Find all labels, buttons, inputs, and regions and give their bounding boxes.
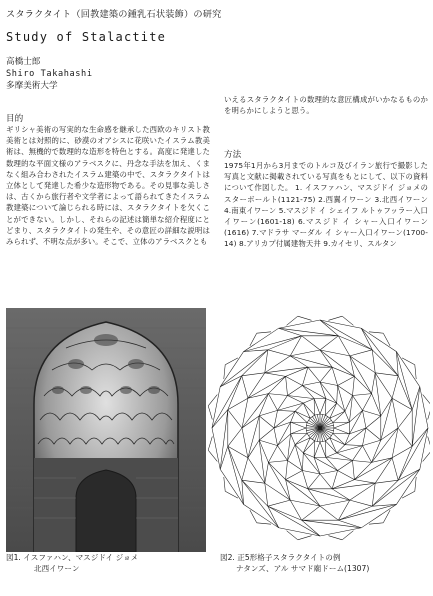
figure-2-stalactite-pattern bbox=[200, 306, 430, 550]
purpose-continuation: いえるスタラクタイトの数理的な意匠構成がいかなるものかを明らかにしようと思う。 bbox=[224, 95, 428, 116]
figure-2-caption-line-1: 図2. 正5形格子スタラクタイトの例 bbox=[220, 553, 341, 562]
figure-2-caption-line-2: ナタンズ、アル サマド廟ドーム(1307) bbox=[236, 564, 370, 574]
right-column bbox=[224, 148, 428, 250]
paper-title-japanese: スタラクタイト（回教建築の鍾乳石状装飾）の研究 bbox=[6, 9, 222, 20]
figure-1-caption bbox=[6, 552, 138, 574]
figure-1-caption-line-1: 図1. イスファハン、マスジドイ ジョメ bbox=[6, 553, 139, 562]
paper-title-english: Study of Stalactite bbox=[6, 30, 167, 44]
author-affiliation: 多摩美術大学 bbox=[6, 81, 58, 91]
figure-1-caption-line-2: 北西イワーン bbox=[34, 564, 80, 574]
purpose-heading: 目的 bbox=[6, 114, 24, 124]
left-column bbox=[6, 112, 210, 247]
author-name-english: Shiro Takahashi bbox=[6, 69, 93, 79]
method-heading: 方法 bbox=[224, 150, 242, 160]
author-block bbox=[6, 56, 93, 92]
purpose-paragraph: ギリシャ美術の写実的な生命感を継承した西欧のキリスト教美術とは対照的に、砂漠のオアシスに花咲いたイスラム教美術は、無機的で数理的な造形を特色とする。高度に発達した数理的な平面文様のアラベスクに、丹念な手法を加え、くまなく組み合わされたイスラム建築の中で、スタラクタイトは立体として発達した希少な造形物である。その見事な美しさは、古くから旅行者や文学者によって語られてきたイスラム教建築について論じられる時には、スタラクタイトを欠くことができない。しかし、それらの記述は簡単な紹介程度にとどまり、スタラクタイトの発生や、その意匠の詳細な説明はみられず、不明な点が多い。そこで、立体のアラベスクとも bbox=[6, 125, 210, 247]
figure-1-photo bbox=[6, 308, 206, 552]
author-name-japanese: 高橋士郎 bbox=[6, 57, 41, 67]
method-paragraph: 1975年1月から3月までのトルコ及びイラン旅行で撮影した写真と文献に掲載されている写真をもとにして、以下の資料について作図した。 1. イスファハン、マスジドイ ジョメのスターボールト(1121-75) 2.西翼イワーン 3.北西イワーン 4.南東イワーン 5.マスジド イ シェイフ ルトゥフッラー入口イワーン(1601-18) 6.マスジド イ シャー入口イワーン(1616) 7.マドラサ マーダル イ シャー入口イワーン(1700-14) 8.アリカプ付属建物天井 9.カイセリ、スルタン bbox=[224, 161, 428, 249]
figure-2-caption bbox=[220, 552, 369, 574]
